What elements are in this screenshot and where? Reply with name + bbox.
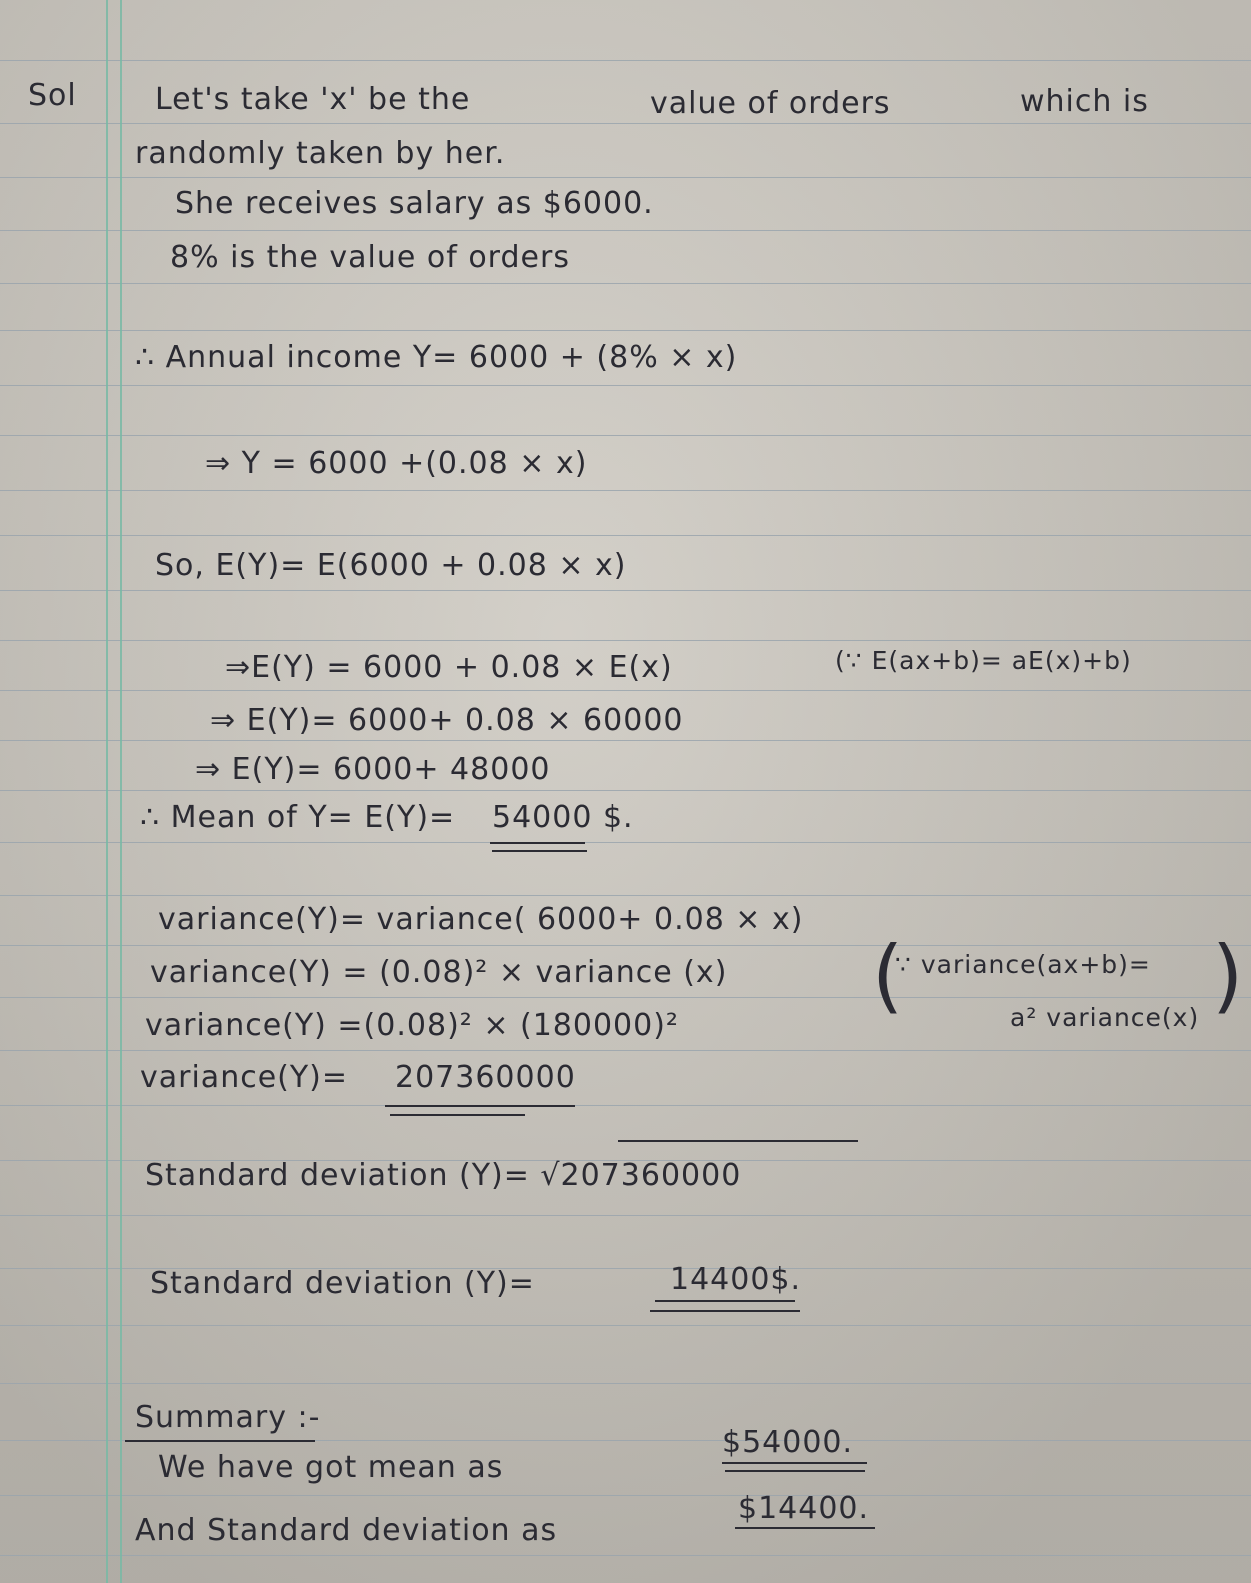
summary-line-2b: $14400. — [738, 1491, 870, 1526]
summary-line-1a: We have got mean as — [158, 1450, 504, 1485]
line-3: She receives salary as $6000. — [175, 186, 654, 221]
margin-line — [106, 0, 108, 1583]
underline — [735, 1527, 875, 1529]
ruled-line — [0, 1215, 1251, 1216]
line-1b: value of orders — [650, 86, 891, 121]
underline — [650, 1310, 800, 1312]
note-1: (∵ E(ax+b)= aE(x)+b) — [835, 646, 1132, 675]
ruled-line — [0, 690, 1251, 691]
note-bracket-left: ( — [872, 929, 904, 1022]
line-11b: 54000 $. — [492, 800, 634, 835]
ruled-line — [0, 590, 1251, 591]
ruled-line — [0, 535, 1251, 536]
line-8: ⇒E(Y) = 6000 + 0.08 × E(x) — [225, 650, 673, 685]
line-4: 8% is the value of orders — [170, 240, 570, 275]
ruled-line — [0, 435, 1251, 436]
note-2a: ∵ variance(ax+b)= — [895, 950, 1151, 979]
line-2: randomly taken by her. — [135, 136, 506, 171]
line-6: ⇒ Y = 6000 +(0.08 × x) — [205, 446, 588, 481]
ruled-line — [0, 60, 1251, 61]
line-9: ⇒ E(Y)= 6000+ 0.08 × 60000 — [210, 703, 684, 738]
ruled-line — [0, 1555, 1251, 1556]
ruled-line — [0, 945, 1251, 946]
underline — [492, 850, 587, 852]
line-1c: which is — [1020, 84, 1149, 119]
line-14: variance(Y) =(0.08)² × (180000)² — [145, 1008, 679, 1043]
underline — [390, 1114, 525, 1116]
line-5: ∴ Annual income Y= 6000 + (8% × x) — [135, 340, 738, 375]
summary-line-2a: And Standard deviation as — [135, 1513, 558, 1548]
ruled-line — [0, 790, 1251, 791]
line-17b: 14400$. — [670, 1262, 802, 1297]
ruled-line — [0, 283, 1251, 284]
sqrt-bar — [618, 1140, 858, 1142]
line-7: So, E(Y)= E(6000 + 0.08 × x) — [155, 548, 627, 583]
line-10: ⇒ E(Y)= 6000+ 48000 — [195, 752, 551, 787]
underline — [385, 1105, 575, 1107]
ruled-line — [0, 1383, 1251, 1384]
line-11a: ∴ Mean of Y= E(Y)= — [140, 800, 456, 835]
ruled-line — [0, 385, 1251, 386]
line-1a: Let's take 'x' be the — [155, 82, 471, 117]
summary-line-1b: $54000. — [722, 1425, 854, 1460]
summary-heading: Summary :- — [135, 1400, 321, 1435]
note-bracket-right: ) — [1212, 929, 1244, 1022]
line-16: Standard deviation (Y)= √207360000 — [145, 1158, 742, 1193]
summary-underline — [125, 1440, 315, 1442]
ruled-line — [0, 330, 1251, 331]
underline — [655, 1300, 795, 1302]
ruled-line — [0, 640, 1251, 641]
line-15b: 207360000 — [395, 1060, 576, 1095]
line-12: variance(Y)= variance( 6000+ 0.08 × x) — [158, 902, 804, 937]
ruled-line — [0, 1495, 1251, 1496]
ruled-line — [0, 1325, 1251, 1326]
ruled-line — [0, 123, 1251, 124]
sol-label: Sol — [28, 78, 77, 113]
line-15a: variance(Y)= — [140, 1060, 349, 1095]
margin-line — [120, 0, 122, 1583]
note-2b: a² variance(x) — [1010, 1003, 1200, 1032]
ruled-line — [0, 230, 1251, 231]
ruled-line — [0, 1050, 1251, 1051]
ruled-line — [0, 1105, 1251, 1106]
ruled-line — [0, 895, 1251, 896]
ruled-line — [0, 177, 1251, 178]
underline — [725, 1470, 865, 1472]
ruled-line — [0, 740, 1251, 741]
underline — [722, 1462, 867, 1464]
ruled-line — [0, 490, 1251, 491]
line-13: variance(Y) = (0.08)² × variance (x) — [150, 955, 728, 990]
ruled-line — [0, 997, 1251, 998]
ruled-line — [0, 842, 1251, 843]
line-17a: Standard deviation (Y)= — [150, 1266, 535, 1301]
underline — [490, 842, 585, 844]
